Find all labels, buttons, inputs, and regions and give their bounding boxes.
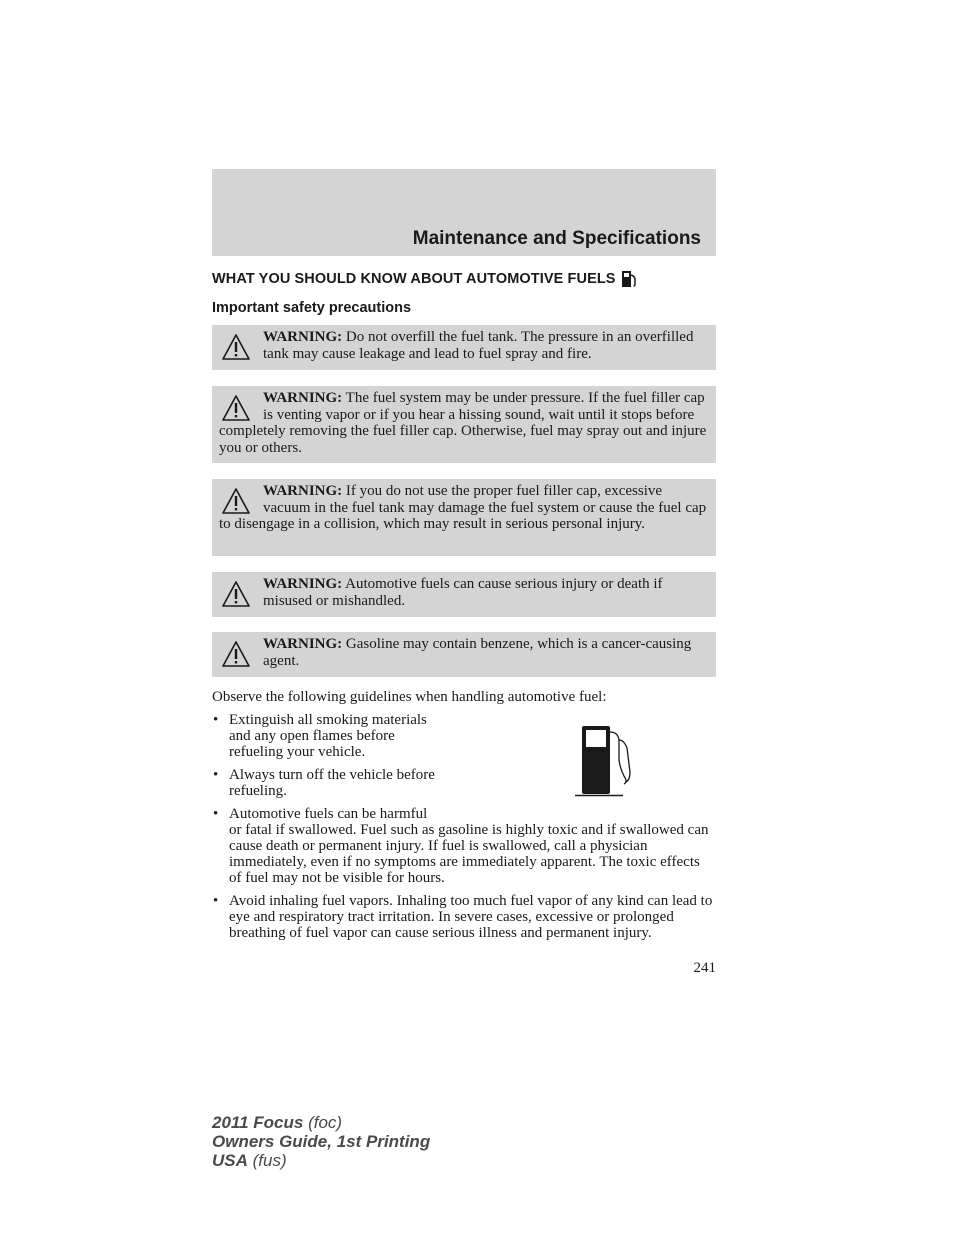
section-title (212, 270, 637, 288)
footer-region-code: (fus) (252, 1151, 287, 1170)
footer-line-guide (212, 1132, 430, 1151)
warning-box (212, 325, 716, 370)
list-item-text: Avoid inhaling fuel vapors. Inhaling too much fuel vapor of any kind can lead to eye and respiratory tract irritation. In severe cases, excessive or prolonged breathing of fuel vapor can cause serious illness and permanent injury. (229, 893, 713, 941)
warning-text: Gasoline may contain benzene, which is a cancer-causing agent. (263, 636, 692, 669)
list-item-line: and any open flames before (229, 728, 395, 744)
footer-line-model (212, 1113, 430, 1132)
footer-line-region (212, 1151, 430, 1170)
subsection-title: Important safety precautions (212, 300, 412, 316)
footer-model-code: (foc) (308, 1113, 343, 1132)
list-item-line: refueling your vehicle. (229, 744, 366, 760)
section-title-text: WHAT YOU SHOULD KNOW ABOUT AUTOMOTIVE FUELS (212, 271, 616, 287)
bullet: • (213, 893, 219, 909)
warning-triangle-icon (221, 394, 251, 422)
warning-triangle-icon (221, 487, 251, 515)
bullet: • (213, 806, 219, 822)
page-number: 241 (693, 960, 716, 976)
bullet: • (213, 712, 219, 728)
warning-text: If you do not use the proper fuel filler cap, excessive vacuum in the fuel tank may damage the fuel system or cause the fuel cap to disengage in a collision, which may result in serious personal injury. (219, 483, 707, 532)
warning-label: WARNING: (263, 329, 343, 345)
list-item-line: Always turn off the vehicle before (229, 767, 435, 783)
intro-paragraph: Observe the following guidelines when handling automotive fuel: (212, 689, 607, 705)
footer-guide: Owners Guide, 1st Printing (212, 1132, 431, 1151)
warning-label: WARNING: (263, 576, 343, 592)
list-item (212, 893, 716, 941)
warning-text: The fuel system may be under pressure. If the fuel filler cap is venting vapor or if you hear a hissing sound, wait until it stops before completely removing the fuel filler cap. Otherwise, fuel may spray out and injure you or others. (219, 390, 707, 456)
footer (212, 1113, 430, 1170)
warning-label: WARNING: (263, 390, 343, 406)
list-item (212, 712, 716, 760)
warning-text: Automotive fuels can cause serious injury or death if misused or mishandled. (263, 576, 663, 609)
list-item-line: refueling. (229, 783, 287, 799)
warning-box (212, 632, 716, 677)
warning-triangle-icon (221, 333, 251, 361)
chapter-title: Maintenance and Specifications (412, 228, 701, 249)
warning-label: WARNING: (263, 636, 343, 652)
footer-model: 2011 Focus (212, 1113, 304, 1132)
list-item (212, 767, 716, 799)
list-item-line: Extinguish all smoking materials (229, 712, 427, 728)
guidelines-list (212, 712, 716, 948)
fuel-pump-icon (621, 270, 637, 288)
warning-box (212, 386, 716, 463)
footer-region: USA (212, 1151, 248, 1170)
list-item (212, 806, 716, 886)
warning-triangle-icon (221, 580, 251, 608)
bullet: • (213, 767, 219, 783)
chapter-header-band (212, 169, 716, 256)
warning-box (212, 479, 716, 556)
warning-label: WARNING: (263, 483, 343, 499)
list-item-text: or fatal if swallowed. Fuel such as gasoline is highly toxic and if swallowed can cause death or permanent injury. If fuel is swallowed, call a physician immediately, even if no symptoms are immediately apparent. The toxic effects of fuel may not be visible for hours. (229, 822, 709, 886)
warning-triangle-icon (221, 640, 251, 668)
warning-box (212, 572, 716, 617)
warning-text: Do not overfill the fuel tank. The pressure in an overfilled tank may cause leakage and lead to fuel spray and fire. (263, 329, 694, 362)
fuel-pump-illustration (572, 724, 634, 798)
list-item-line: Automotive fuels can be harmful (229, 806, 428, 822)
